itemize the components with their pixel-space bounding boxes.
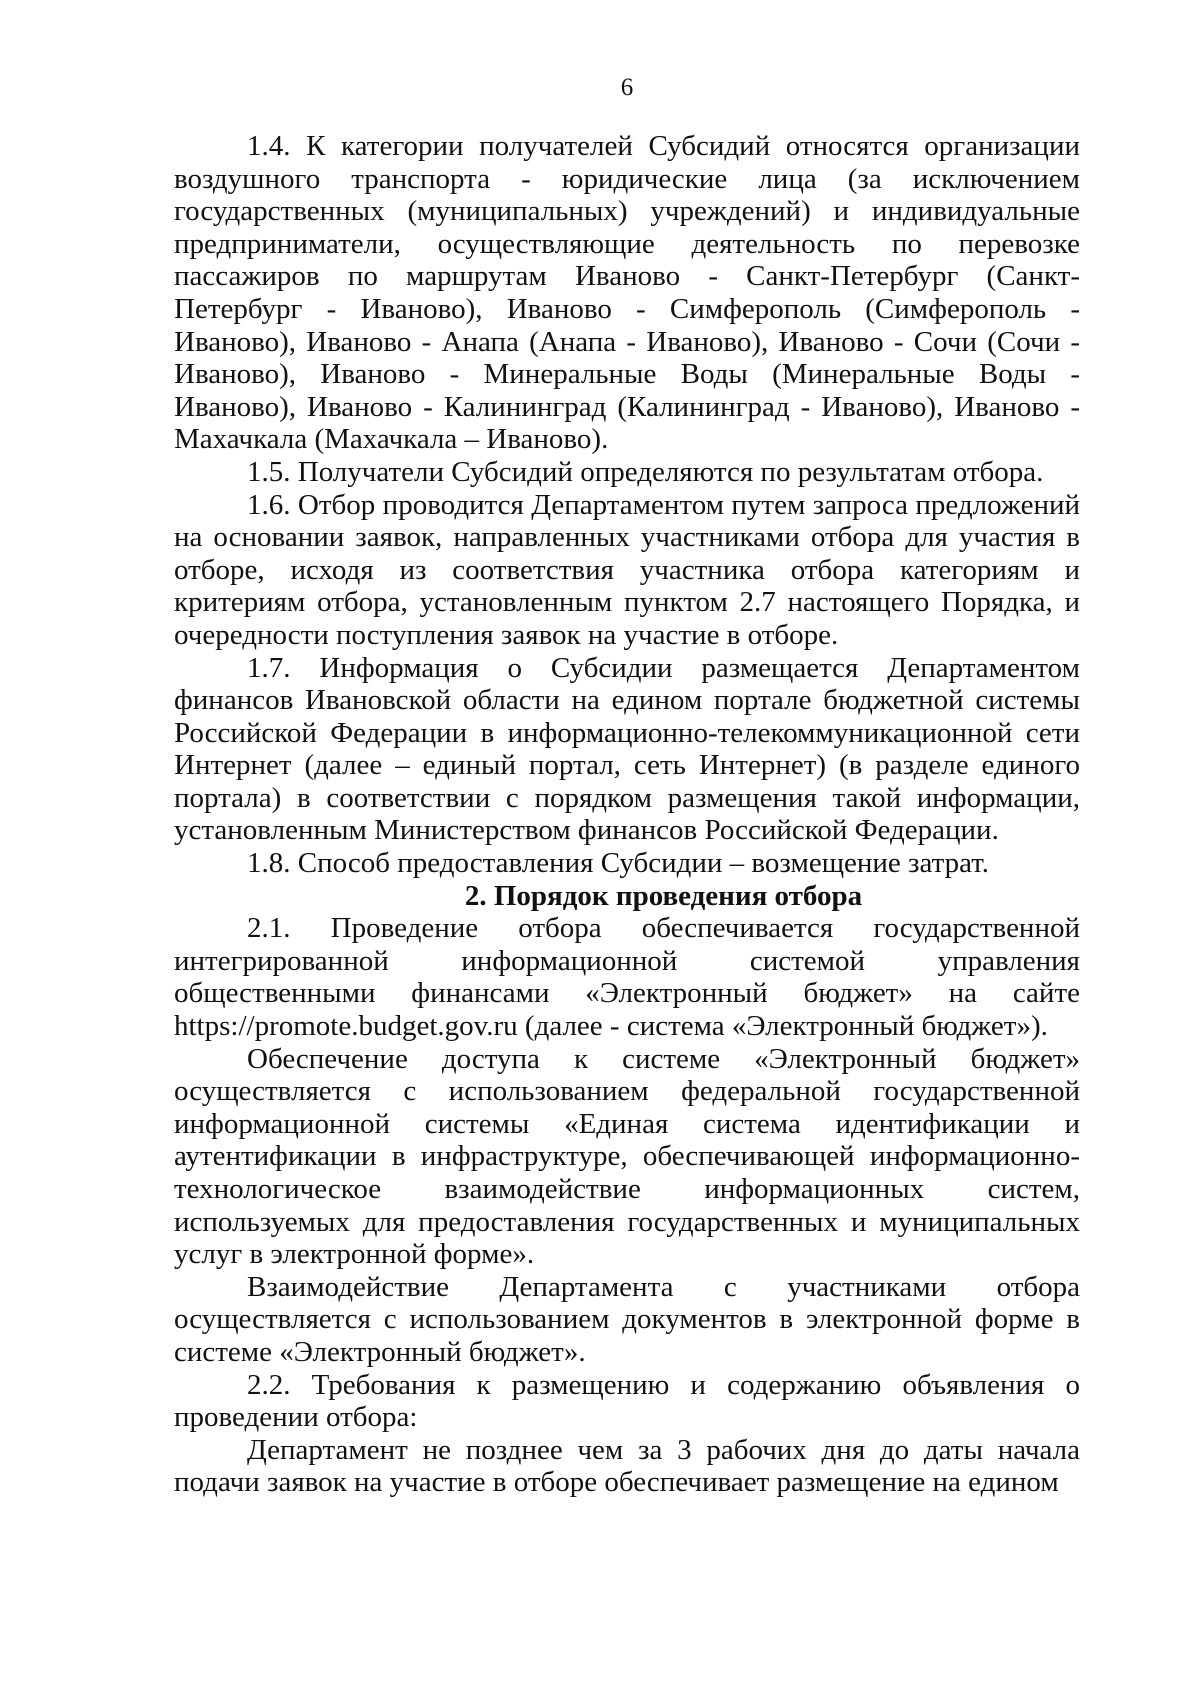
paragraph-department-deadline: Департамент не позднее чем за 3 рабочих дня до даты начала подачи заявок на участие в отборе обеспечивает размещение на едином — [174, 1433, 1080, 1499]
paragraph-1-7: 1.7. Информация о Субсидии размещается Департаментом финансов Ивановской области на едином портале бюджетной системы Российской Федерации в информационно-телекоммуникационной сети Интернет (далее – единый портал, сеть Интернет) (в разделе единого портала) в соответствии с порядком размещения такой информации, установленным Министерством финансов Российской Федерации. — [174, 651, 1080, 847]
paragraph-1-6: 1.6. Отбор проводится Департаментом путем запроса предложений на основании заявок, направленных участниками отбора для участия в отборе, исходя из соответствия участника отбора категориям и критериям отбора, установленным пунктом 2.7 настоящего Порядка, и очередности поступления заявок на участие в отборе. — [174, 488, 1080, 651]
paragraph-2-1: 2.1. Проведение отбора обеспечивается государственной интегрированной информационной системой управления общественными финансами «Электронный бюджет» на сайте https://promote.budget.gov.ru (далее - система «Электронный бюджет»). — [174, 912, 1080, 1043]
section-heading: 2. Порядок проведения отбора — [464, 879, 863, 912]
paragraph-access: Обеспечение доступа к системе «Электронный бюджет» осуществляется с использованием федеральной государственной информационной системы «Единая система идентификации и аутентификации в инфраструктуре, обеспечивающей информационно-технологическое взаимодействие информационных систем, используемых для предоставления государственных и муниципальных услуг в электронной форме». — [174, 1042, 1080, 1271]
paragraph-1-5: 1.5. Получатели Субсидий определяются по результатам отбора. — [247, 455, 1044, 488]
paragraph-interaction: Взаимодействие Департамента с участниками отбора осуществляется с использованием документов в электронной форме в системе «Электронный бюджет». — [174, 1270, 1080, 1368]
paragraph-1-4: 1.4. К категории получателей Субсидий относятся организации воздушного транспорта - юридические лица (за исключением государственных (муниципальных) учреждений) и индивидуальные предприниматели, осуществляющие деятельность по перевозке пассажиров по маршрутам Иваново - Санкт-Петербург (Санкт-Петербург - Иваново), Иваново - Симферополь (Симферополь - Иваново), Иваново - Анапа (Анапа - Иваново), Иваново - Сочи (Сочи - Иваново), Иваново - Минеральные Воды (Минеральные Воды - Иваново), Иваново - Калининград (Калининград - Иваново), Иваново - Махачкала (Махачкала – Иваново). — [174, 130, 1080, 456]
paragraph-2-2: 2.2. Требования к размещению и содержанию объявления о проведении отбора: — [174, 1368, 1080, 1434]
page-number: 6 — [620, 74, 634, 101]
document-body — [174, 130, 1080, 1499]
paragraph-1-8: 1.8. Способ предоставления Субсидии – возмещение затрат. — [247, 847, 990, 880]
